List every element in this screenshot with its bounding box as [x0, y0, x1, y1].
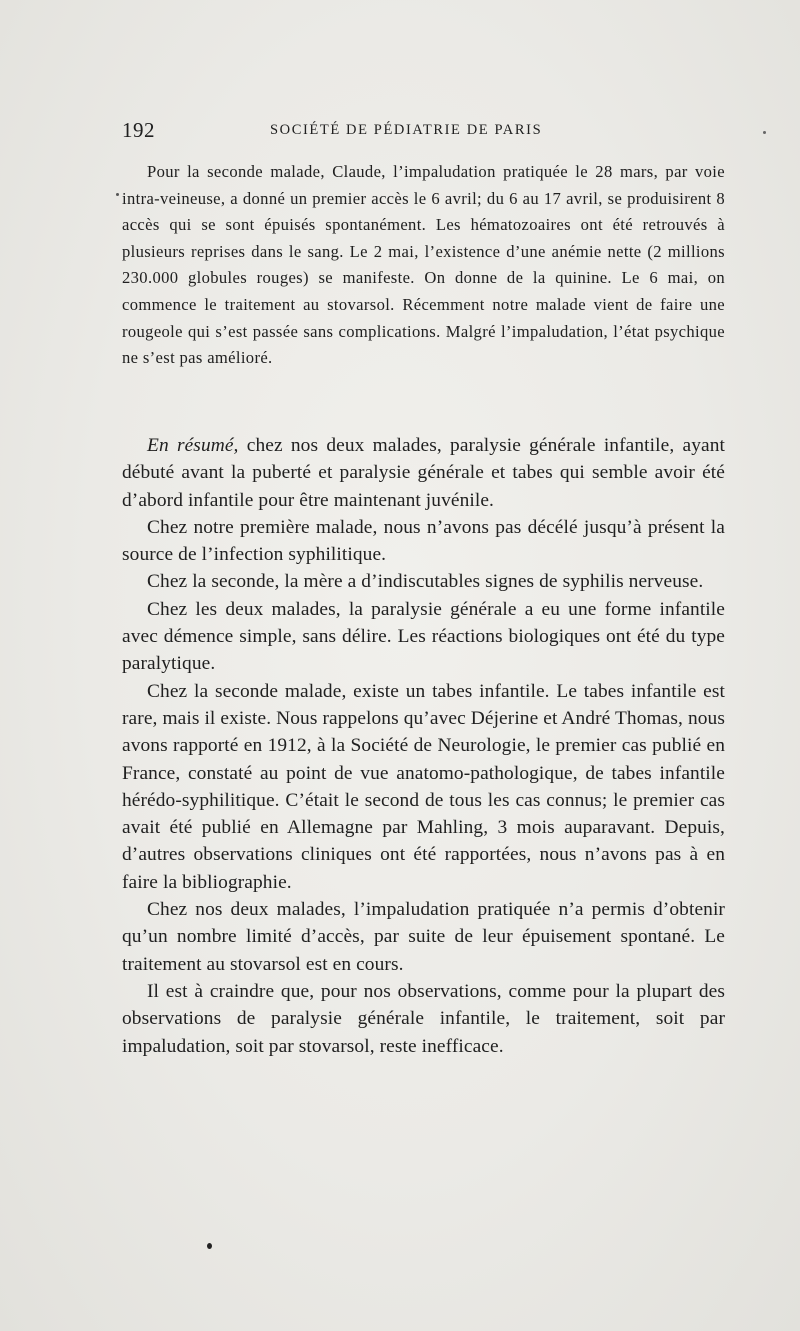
page-number: 192 [122, 118, 155, 142]
speck-mark [207, 1243, 212, 1249]
speck-mark [763, 131, 766, 134]
paragraph-dementia: Chez les deux malades, la paralysie générale a eu une forme infantile avec démence simple, sans délire. Les réactions biologiques ont été du type paralytique. [122, 598, 725, 675]
paragraph-mother: Chez la seconde, la mère a d’indiscutables signes de syphilis nerveuse. [147, 571, 704, 593]
paragraph-conclusion: Il est à craindre que, pour nos observations, comme pour la plupart des observations de paralysie générale infantile, le traitement, soit par impaludation, soit par stovarsol, reste inefficace. [122, 980, 725, 1057]
summary-body: chez nos deux malades, paralysie générale infantile, ayant débuté avant la puberté et paralysie générale et tabes qui semble avoir été d’abord infantile pour être maintenant juvénile. [122, 435, 725, 511]
page-header [122, 118, 724, 144]
paragraph-summary [122, 432, 725, 514]
summary-lead: En résumé, [147, 435, 239, 456]
paragraph-second-patient: Pour la seconde malade, Claude, l’impaludation pratiquée le 28 mars, par voie intra-veineuse, a donné un premier accès le 6 avril; du 6 au 17 avril, se produisirent 8 accès qui se sont épuisés spontanément. Les hématozoaires ont été retrouvés à plusieurs reprises dans le sang. Le 2 mai, l’existence d’une anémie nette (2 millions 230.000 globules rouges) se manifeste. On donne de la quinine. Le 6 mai, on commence le traitement au stovarsol. Récemment notre malade vient de faire une rougeole qui s’est passée sans complications. Malgré l’impaludation, l’état psychique ne s’est pas amélioré. [122, 162, 725, 368]
case-report-text [122, 159, 725, 372]
paragraph-first-patient: Chez notre première malade, nous n’avons pas décélé jusqu’à présent la source de l’infection syphilitique. [122, 516, 725, 566]
summary-text [122, 432, 725, 1060]
paragraph-tabes: Chez la seconde malade, existe un tabes infantile. Le tabes infantile est rare, mais il existe. Nous rappelons qu’avec Déjerine et André Thomas, nous avons rapporté en 1912, à la Société de Neurologie, le premier cas publié en France, constaté au point de vue anatomo-pathologique, de tabes infantile hérédo-syphilitique. C’était le second de tous les cas connus; le premier cas avait été publié en Allemagne par Mahling, 3 mois auparavant. Depuis, d’autres observations cliniques ont été rapportées, nous n’avons pas à en faire la bibliographie. [122, 680, 725, 893]
running-head: SOCIÉTÉ DE PÉDIATRIE DE PARIS [270, 122, 543, 138]
paragraph-impaludation: Chez nos deux malades, l’impaludation pratiquée n’a permis d’obtenir qu’un nombre limité d’accès, par suite de leur épuisement spontané. Le traitement au stovarsol est en cours. [122, 899, 725, 975]
speck-mark [116, 193, 119, 196]
